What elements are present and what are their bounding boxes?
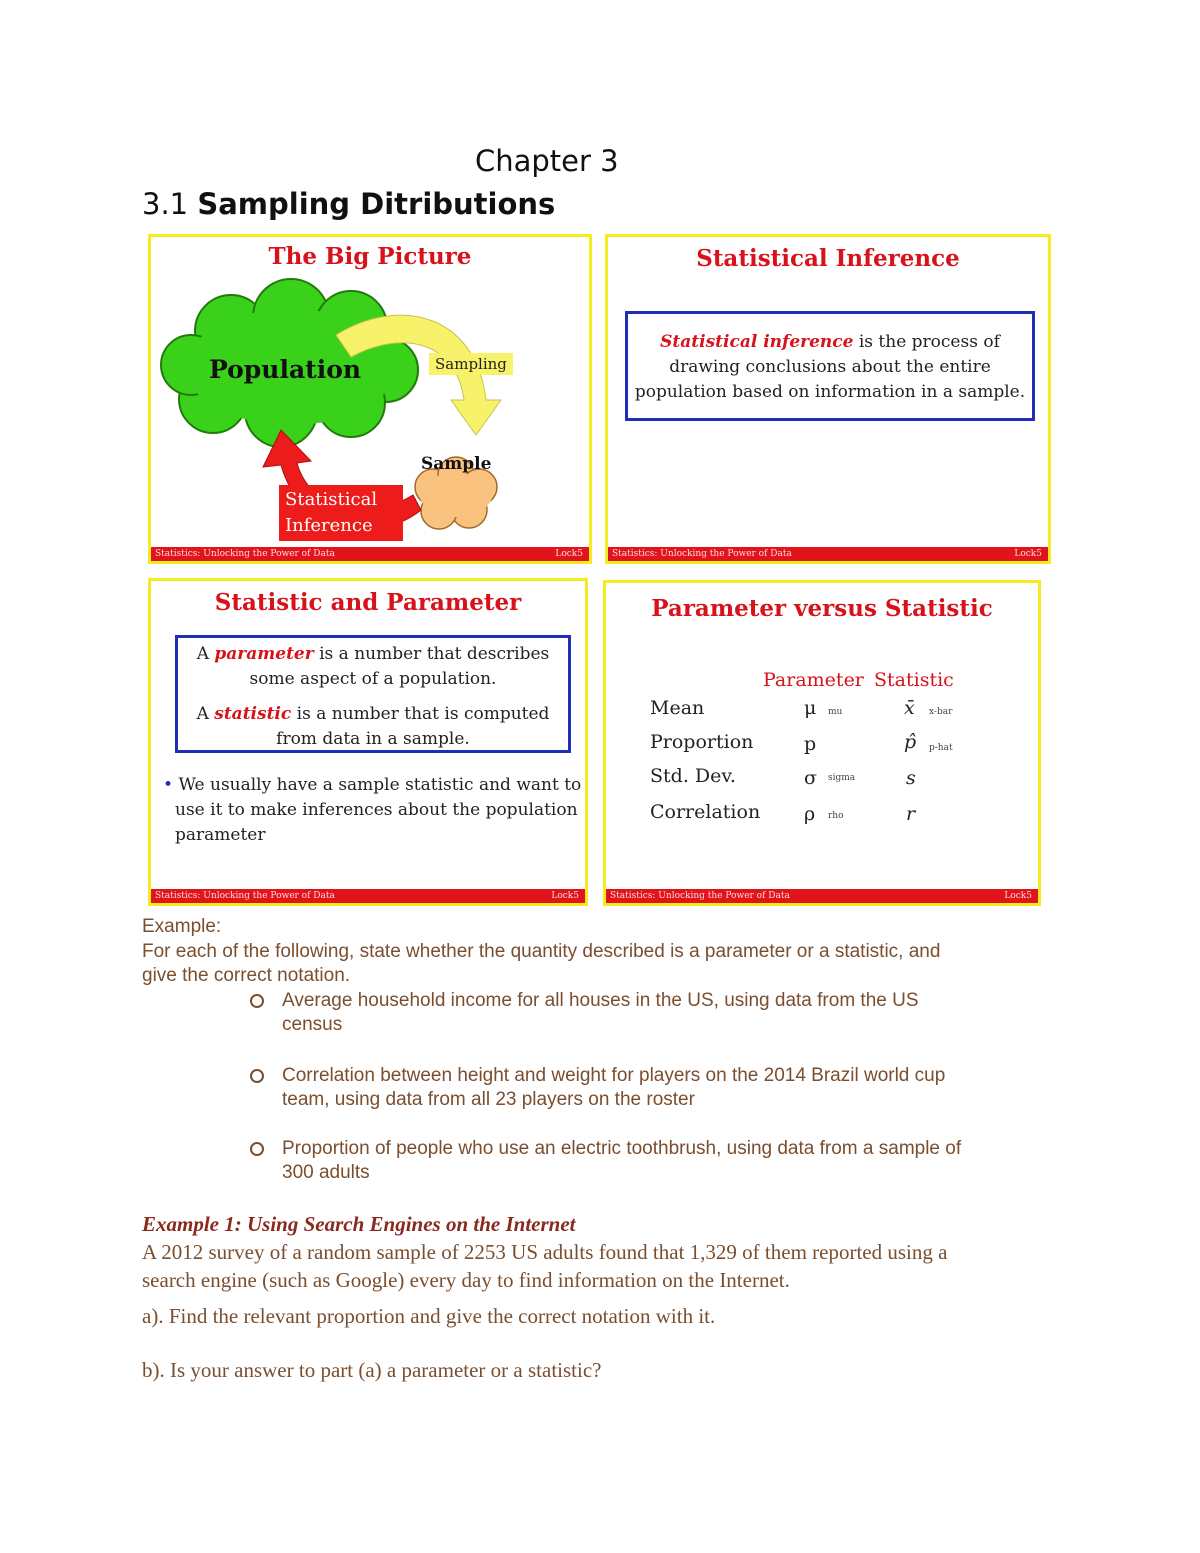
- example-item: Correlation between height and weight for players on the 2014 Brazil world cup team, using data from all 23 players on the roster: [282, 1065, 946, 1110]
- param-note: mu: [828, 707, 843, 717]
- definition-box: Statistical inference is the process of drawing conclusions about the entire population based on information in a sample.: [625, 311, 1035, 421]
- section-name: Sampling Ditributions: [197, 187, 556, 221]
- sampling-label: Sampling: [429, 353, 513, 375]
- inference-label: Statistical Inference: [279, 485, 403, 541]
- stat-symbol: p̂: [904, 731, 917, 753]
- slide-statistical-inference: [605, 234, 1051, 564]
- slide-footer: Statistics: Unlocking the Power of Data Lock5: [606, 889, 1038, 903]
- param-symbol: μ: [804, 697, 817, 719]
- row-label: Proportion: [650, 731, 754, 753]
- example-item: Proportion of people who use an electric toothbrush, using data from a sample of 300 adults: [282, 1138, 962, 1183]
- example-label: Example:: [142, 916, 222, 937]
- param-note: rho: [828, 811, 844, 821]
- example1-title: Example 1: Using Search Engines on the Internet: [142, 1212, 576, 1236]
- notation-table: [606, 583, 1038, 883]
- row-label: Mean: [650, 697, 705, 719]
- row-label: Std. Dev.: [650, 765, 736, 787]
- sample-label: Sample: [421, 454, 492, 474]
- slide-parameter-versus-statistic: [603, 580, 1041, 906]
- section-title: [142, 187, 555, 221]
- definition-box: A parameter is a number that describes some aspect of a population. A statistic is a number that is computed from data in a sample.: [175, 635, 571, 753]
- slide-statistic-and-parameter: [148, 578, 588, 906]
- stat-note: x-bar: [929, 707, 953, 717]
- param-note: sigma: [828, 773, 856, 783]
- population-label: Population: [209, 355, 362, 384]
- slide-title: Statistic and Parameter: [214, 589, 522, 616]
- stat-symbol: s: [906, 767, 916, 789]
- example1-part-b: b). Is your answer to part (a) a parameter or a statistic?: [142, 1358, 602, 1382]
- bullet-dot-icon: •: [163, 775, 174, 795]
- col-header-parameter: Parameter: [763, 669, 864, 691]
- slide-footer: Statistics: Unlocking the Power of Data Lock5: [151, 547, 589, 561]
- slide-title: Parameter versus Statistic: [651, 595, 993, 622]
- chapter-title: Chapter 3: [475, 144, 619, 178]
- slide-title: Statistical Inference: [696, 245, 960, 272]
- slide-big-picture: [148, 234, 592, 564]
- example-instruction: For each of the following, state whether the quantity described is a parameter or a statistic, and give the correct notation.: [142, 941, 941, 986]
- row-label: Correlation: [650, 801, 761, 823]
- stat-note: p-hat: [929, 743, 953, 753]
- example1-part-a: a). Find the relevant proportion and give the correct notation with it.: [142, 1304, 716, 1328]
- param-symbol: ρ: [804, 803, 816, 825]
- section-number: 3.1: [142, 187, 189, 221]
- example1-text: A 2012 survey of a random sample of 2253 US adults found that 1,329 of them reported using a search engine (such as Google) every day to find information on the Internet.: [142, 1240, 948, 1292]
- example-item: Average household income for all houses in the US, using data from the US census: [282, 990, 919, 1035]
- param-symbol: p: [804, 733, 817, 755]
- col-header-statistic: Statistic: [874, 669, 954, 691]
- stat-symbol: x̄: [904, 697, 915, 719]
- slide-bullet: • We usually have a sample statistic and want to use it to make inferences about the population parameter: [163, 775, 582, 845]
- stat-symbol: r: [906, 803, 916, 825]
- circle-bullet-icon: [250, 1069, 264, 1083]
- param-symbol: σ: [804, 767, 817, 789]
- circle-bullet-icon: [250, 1142, 264, 1156]
- circle-bullet-icon: [250, 994, 264, 1008]
- slide-title: The Big Picture: [268, 243, 472, 270]
- slide-footer: Statistics: Unlocking the Power of Data Lock5: [608, 547, 1048, 561]
- slide-footer: Statistics: Unlocking the Power of Data Lock5: [151, 889, 585, 903]
